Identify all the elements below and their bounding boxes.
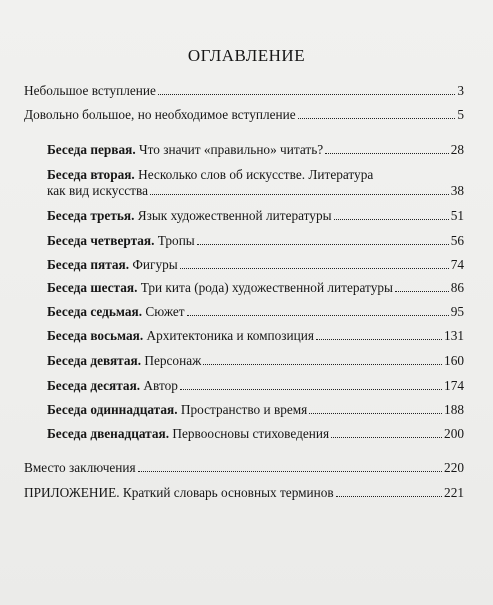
leader-dots <box>197 243 449 245</box>
toc-entry <box>47 208 464 223</box>
toc-entry <box>47 142 464 157</box>
entry-page: 74 <box>450 257 464 272</box>
entry-label: Тропы <box>154 233 195 248</box>
entry-heading: Беседа вторая. <box>47 167 135 182</box>
leader-dots <box>309 412 442 414</box>
entry-page: 174 <box>444 378 464 393</box>
entry-page: 188 <box>444 402 464 417</box>
entry-heading: Беседа пятая. <box>47 257 130 272</box>
entry-heading: Беседа седьмая. <box>47 304 143 319</box>
entry-heading: Беседа шестая. <box>47 280 138 295</box>
toc-entry <box>47 304 464 319</box>
entry-label: Вместо заключения <box>24 460 136 475</box>
entry-page: 221 <box>444 485 464 500</box>
toc-entry <box>47 378 464 393</box>
entry-page: 5 <box>457 107 464 122</box>
entry-label: Небольшое вступление <box>24 83 156 98</box>
entry-page: 51 <box>450 208 464 223</box>
toc-entry <box>47 167 464 198</box>
entry-label: Архитектоника и композиция <box>143 328 315 343</box>
leader-dots <box>180 388 442 390</box>
entry-heading: Беседа первая. <box>47 142 136 157</box>
toc-entry <box>24 460 464 475</box>
leader-dots <box>316 338 442 340</box>
leader-dots <box>325 152 449 154</box>
entry-page: 131 <box>444 328 464 343</box>
entry-label: Язык художественной литературы <box>134 208 332 223</box>
entry-label: Довольно большое, но необходимое вступление <box>24 107 296 122</box>
entry-page: 3 <box>457 83 464 98</box>
entry-page: 220 <box>444 460 464 475</box>
entry-heading: Беседа восьмая. <box>47 328 144 343</box>
entry-label: Сюжет <box>142 304 185 319</box>
entry-heading: Беседа четвертая. <box>47 233 155 248</box>
entry-heading: Беседа десятая. <box>47 378 141 393</box>
leader-dots <box>187 314 449 316</box>
toc-entry <box>47 233 464 248</box>
entry-label: Автор <box>140 378 178 393</box>
toc-entry <box>24 485 464 500</box>
leader-dots <box>395 290 449 292</box>
toc-entry <box>47 280 464 295</box>
leader-dots <box>150 193 449 195</box>
entry-label: Фигуры <box>129 257 178 272</box>
entry-heading: Беседа третья. <box>47 208 135 223</box>
entry-label: Несколько слов об искусстве. Литература <box>134 167 374 182</box>
toc-entry <box>47 402 464 417</box>
entry-page: 95 <box>450 304 464 319</box>
leader-dots <box>298 117 456 119</box>
toc-entry <box>47 353 464 368</box>
entry-page: 38 <box>450 183 464 198</box>
toc-entry <box>47 426 464 441</box>
entry-label: Три кита (рода) художественной литературы <box>137 280 393 295</box>
entry-page: 56 <box>450 233 464 248</box>
entry-label: ПРИЛОЖЕНИЕ. Краткий словарь основных терминов <box>24 485 334 500</box>
entry-label-continued: как вид искусства <box>47 183 148 198</box>
toc-entry <box>24 83 464 98</box>
entry-page: 160 <box>444 353 464 368</box>
leader-dots <box>138 470 442 472</box>
entry-heading: Беседа двенадцатая. <box>47 426 170 441</box>
entry-label: Первоосновы стиховедения <box>169 426 330 441</box>
entry-page: 28 <box>450 142 464 157</box>
entry-heading: Беседа девятая. <box>47 353 142 368</box>
leader-dots <box>158 93 455 95</box>
leader-dots <box>336 495 442 497</box>
entry-label: Что значит «правильно» читать? <box>135 142 324 157</box>
entry-label: Пространство и время <box>177 402 308 417</box>
entry-page: 86 <box>450 280 464 295</box>
toc-entry <box>47 328 464 343</box>
toc-title: ОГЛАВЛЕНИЕ <box>187 46 306 65</box>
toc-entry <box>47 257 464 272</box>
leader-dots <box>331 436 442 438</box>
leader-dots <box>203 363 442 365</box>
entry-page: 200 <box>444 426 464 441</box>
leader-dots <box>334 218 449 220</box>
leader-dots <box>180 267 449 269</box>
entry-heading: Беседа одиннадцатая. <box>47 402 178 417</box>
toc-entry <box>24 107 464 122</box>
entry-label: Персонаж <box>141 353 202 368</box>
